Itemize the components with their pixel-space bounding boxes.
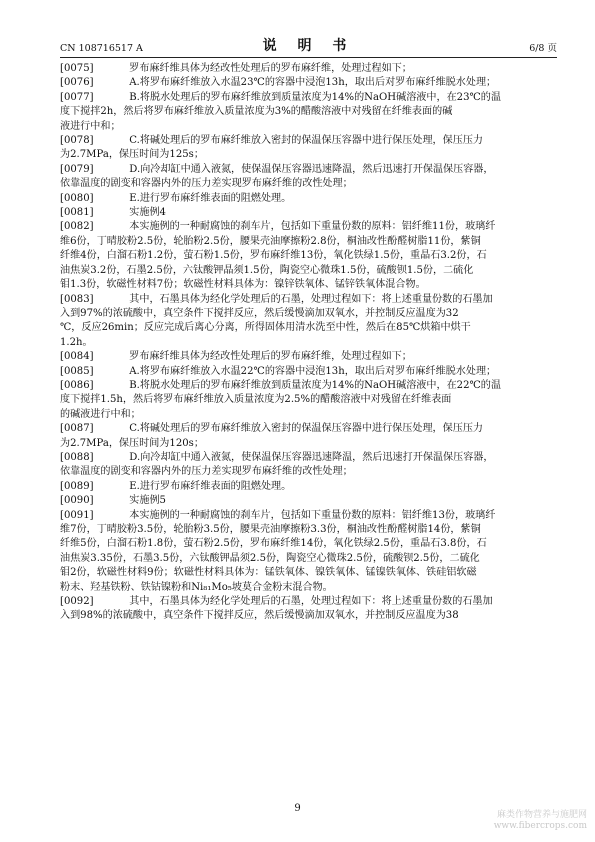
- paragraph-text: 依靠温度的剧变和容器内外的压力差实现罗布麻纤维的改性处理；: [60, 178, 353, 190]
- paragraph-number: [0090]: [60, 495, 94, 507]
- paragraph-text: 实施例5: [110, 495, 166, 507]
- paragraph-number: [0075]: [60, 63, 94, 74]
- paragraph-line: [60, 192, 557, 206]
- paragraph: [60, 595, 557, 624]
- paragraph-line: [60, 480, 557, 494]
- paragraph-line: [60, 379, 557, 393]
- paragraph-line: [60, 177, 557, 191]
- paragraph-text: 度下搅拌1.5h，然后将罗布麻纤维放入质量浓度为2.5%的醋酸溶液中对残留在纤维表面: [60, 394, 452, 406]
- paragraph: [60, 62, 557, 76]
- paragraph-text: B.将脱水处理后的罗布麻纤维放到质量浓度为14%的NaOH碱溶液中，在23℃的温: [110, 91, 501, 103]
- paragraph-text: 其中，石墨具体为经化学处理后的石墨，处理过程如下：将上述重量份数的石墨加: [110, 293, 493, 305]
- paragraph-text: 罗布麻纤维具体为经改性处理后的罗布麻纤维，处理过程如下；: [110, 351, 412, 363]
- paragraph-line: [60, 451, 557, 465]
- paragraph: [60, 134, 557, 163]
- paragraph-text: 纤维5份，白溜石粉1.8份，萤石粉2.5份，罗布麻纤维14份，氧化铁绿2.5份，重晶石3.8份，石: [60, 538, 487, 550]
- watermark-url: www.fibercrops.com: [493, 821, 587, 831]
- page-counter: 6/8 页: [529, 43, 557, 54]
- paragraph-text: B.将脱水处理后的罗布麻纤维放到质量浓度为14%的NaOH碱溶液中，在22℃的温: [110, 379, 501, 391]
- paragraph-number: [0089]: [60, 480, 94, 492]
- paragraph-text: 罗布麻纤维具体为经改性处理后的罗布麻纤维，处理过程如下；: [110, 63, 412, 74]
- paragraph-text: 依靠温度的剧变和容器内外的压力差实现罗布麻纤维的改性处理；: [60, 466, 353, 478]
- paragraph: [60, 494, 557, 508]
- paragraph-text: C.将碱处理后的罗布麻纤维放入密封的保温保压容器中进行保压处理，保压压力: [110, 135, 484, 147]
- paragraph-text: ℃，反应26min；反应完成后离心分离，所得固体用清水洗至中性，然后在85℃烘箱中烘干: [60, 322, 471, 334]
- paragraph-text: 为2.7MPa，保压时间为120s；: [60, 437, 204, 449]
- paragraph: [60, 220, 557, 292]
- paragraph-text: 的碱液进行中和；: [60, 408, 141, 420]
- document-body: [60, 62, 557, 624]
- paragraph-text: 度下搅拌2h，然后将罗布麻纤维放入质量浓度为3%的醋酸溶液中对残留在纤维表面的碱: [60, 106, 453, 118]
- paragraph-text: 入到97%的浓硫酸中，真空条件下搅拌反应，然后缓慢滴加双氧水，并控制反应温度为32: [60, 307, 459, 319]
- paragraph-line: [60, 537, 557, 551]
- paragraph-line: [60, 321, 557, 335]
- document-number: CN 108716517 A: [60, 43, 143, 54]
- paragraph-text: D.向冷却缸中通入液氮，使保温保压容器迅速降温，然后迅速打开保温保压容器，: [110, 451, 494, 463]
- page-number: 9: [294, 803, 301, 814]
- paragraph-line: [60, 552, 557, 566]
- paragraph-line: [60, 206, 557, 220]
- paragraph: [60, 192, 557, 206]
- paragraph-text: 为2.7MPa，保压时间为125s；: [60, 149, 204, 161]
- paragraph-line: [60, 249, 557, 263]
- paragraph-number: [0086]: [60, 379, 94, 391]
- paragraph-text: 维7份，丁晴胶粉3.5份，轮胎粉3.5份，腰果壳油摩擦粉3.3份，桐油改性酚醛树脂14份，紫铜: [60, 524, 481, 535]
- paragraph-text: 钼2份，软磁性材料9份；软磁性材料具体为：锰铁氧体、镍铁氧体、锰镍铁氧体、铁硅铝软磁: [60, 567, 477, 579]
- paragraph-text: 液进行中和；: [60, 120, 121, 132]
- paragraph: [60, 422, 557, 451]
- paragraph-line: [60, 105, 557, 119]
- paragraph-number: [0078]: [60, 135, 94, 147]
- paragraph-number: [0087]: [60, 423, 94, 435]
- paragraph-text: 油焦炭3.35份，石墨3.5份，六钛酸钾晶须2.5份，陶瓷空心微珠2.5份，硫酸钡2.5份，二硫化: [60, 552, 480, 564]
- paragraph-text: 本实施例的一种耐腐蚀的刹车片，包括如下重量份数的原料：铝纤维11份，玻璃纤: [110, 221, 496, 233]
- paragraph-line: [60, 609, 557, 623]
- paragraph-text: 其中，石墨具体为经化学处理后的石墨，处理过程如下：将上述重量份数的石墨加: [110, 596, 493, 608]
- paragraph-text: 油焦炭3.2份，石墨2.5份，六钛酸钾晶须1.5份，陶瓷空心微珠1.5份，硫酸钡1.5份，二硫化: [60, 264, 474, 276]
- paragraph-line: [60, 76, 557, 90]
- paragraph-line: [60, 134, 557, 148]
- watermark-site-name: 麻类作物营养与施肥网: [496, 810, 587, 820]
- paragraph: [60, 365, 557, 379]
- paragraph-line: [60, 350, 557, 364]
- paragraph-line: [60, 336, 557, 350]
- paragraph-text: A.将罗布麻纤维放入水温23℃的容器中浸泡13h，取出后对罗布麻纤维脱水处理；: [110, 77, 497, 89]
- paragraph-number: [0076]: [60, 77, 94, 89]
- paragraph-number: [0091]: [60, 509, 94, 521]
- paragraph-line: [60, 365, 557, 379]
- paragraph-text: D.向冷却缸中通入液氮，使保温保压容器迅速降温，然后迅速打开保温保压容器，: [110, 163, 494, 175]
- paragraph-line: [60, 566, 557, 580]
- paragraph-number: [0083]: [60, 293, 94, 305]
- page-header: [60, 36, 557, 54]
- paragraph-line: [60, 62, 557, 76]
- paragraph-line: [60, 220, 557, 234]
- paragraph: [60, 76, 557, 90]
- paragraph-line: [60, 523, 557, 537]
- paragraph: [60, 206, 557, 220]
- paragraph-line: [60, 509, 557, 523]
- paragraph-line: [60, 91, 557, 105]
- watermark: [494, 810, 587, 832]
- paragraph-text: 粉末、羟基铁粉、铁钴镍粉和Ni₈₁Mo₅坡莫合金粉末混合物。: [60, 581, 333, 593]
- paragraph-line: [60, 120, 557, 134]
- paragraph-number: [0092]: [60, 596, 94, 608]
- paragraph-text: 纤维4份，白溜石粉1.2份，萤石粉1.5份，罗布麻纤维13份，氧化铁绿1.5份，重晶石3.2份，石: [60, 250, 487, 262]
- paragraph-number: [0082]: [60, 221, 94, 233]
- paragraph: [60, 379, 557, 422]
- paragraph-number: [0088]: [60, 451, 94, 463]
- paragraph-number: [0080]: [60, 192, 94, 204]
- paragraph-line: [60, 293, 557, 307]
- document-title: 说 明 书: [262, 38, 355, 54]
- paragraph-text: A.将罗布麻纤维放入水温22℃的容器中浸泡13h，取出后对罗布麻纤维脱水处理；: [110, 365, 497, 377]
- paragraph: [60, 480, 557, 494]
- paragraph: [60, 451, 557, 480]
- paragraph: [60, 163, 557, 192]
- paragraph-line: [60, 494, 557, 508]
- paragraph-line: [60, 148, 557, 162]
- paragraph-number: [0081]: [60, 207, 94, 219]
- paragraph: [60, 293, 557, 351]
- paragraph: [60, 350, 557, 364]
- paragraph-line: [60, 465, 557, 479]
- paragraph-text: 实施例4: [110, 207, 166, 219]
- paragraph-line: [60, 393, 557, 407]
- paragraph-text: E.进行罗布麻纤维表面的阻燃处理。: [110, 480, 292, 492]
- paragraph-number: [0084]: [60, 351, 94, 363]
- paragraph-text: E.进行罗布麻纤维表面的阻燃处理。: [110, 192, 292, 204]
- paragraph-text: 1.2h。: [60, 336, 93, 348]
- paragraph-line: [60, 264, 557, 278]
- paragraph: [60, 509, 557, 595]
- paragraph-number: [0077]: [60, 91, 94, 103]
- header-divider: [60, 57, 557, 58]
- paragraph-text: 维6份，丁晴胶粉2.5份，轮胎粉2.5份，腰果壳油摩擦粉2.8份，桐油改性酚醛树脂11份，紫铜: [60, 235, 481, 247]
- paragraph-line: [60, 595, 557, 609]
- paragraph-line: [60, 235, 557, 249]
- paragraph-line: [60, 437, 557, 451]
- paragraph-text: C.将碱处理后的罗布麻纤维放入密封的保温保压容器中进行保压处理，保压压力: [110, 423, 484, 435]
- paragraph-number: [0079]: [60, 163, 94, 175]
- paragraph-line: [60, 422, 557, 436]
- paragraph-line: [60, 408, 557, 422]
- paragraph-number: [0085]: [60, 365, 94, 377]
- paragraph-text: 入到98%的浓硫酸中，真空条件下搅拌反应，然后缓慢滴加双氧水，并控制反应温度为38: [60, 610, 459, 622]
- paragraph-text: 钼1.3份，软磁性材料7份；软磁性材料具体为：镍锌铁氧体、锰锌铁氧体混合物。: [60, 279, 426, 291]
- paragraph: [60, 91, 557, 134]
- paragraph-line: [60, 278, 557, 292]
- paragraph-text: 本实施例的一种耐腐蚀的刹车片，包括如下重量份数的原料：铝纤维13份，玻璃纤: [110, 509, 496, 521]
- paragraph-line: [60, 307, 557, 321]
- paragraph-line: [60, 581, 557, 595]
- paragraph-line: [60, 163, 557, 177]
